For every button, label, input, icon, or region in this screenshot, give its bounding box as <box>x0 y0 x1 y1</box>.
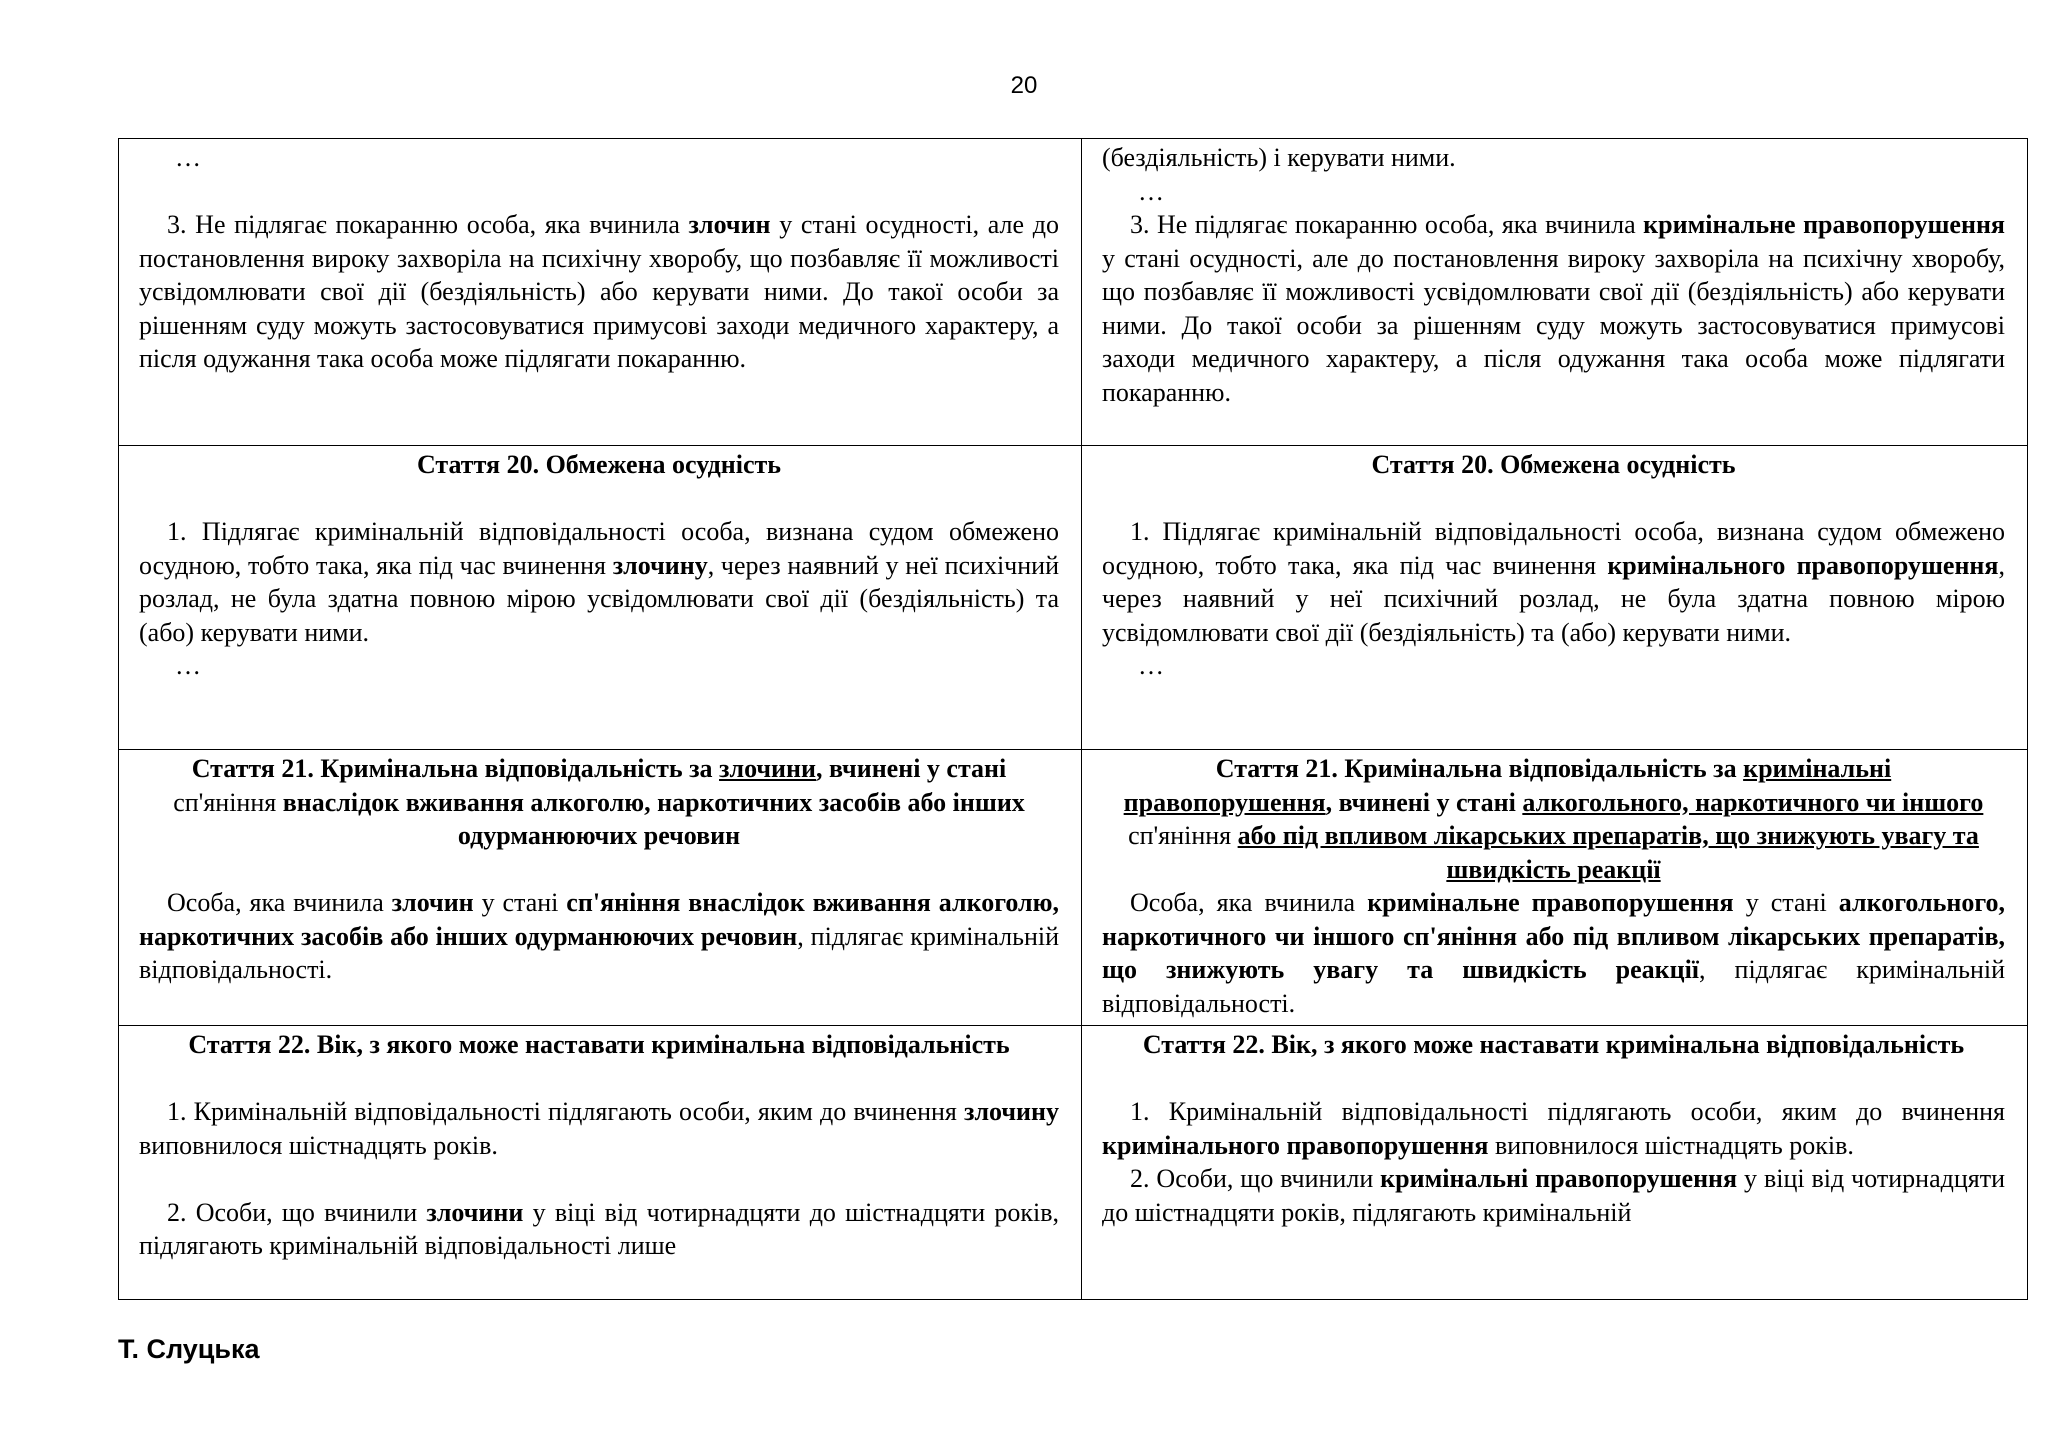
paragraph-1: 1. Кримінальній відповідальності підлягають особи, яким до вчинення кримінального правопорушення виповнилося шістнадцять років. <box>1102 1097 2005 1160</box>
table-row <box>119 750 2028 1026</box>
paragraph-3: 3. Не підлягає покаранню особа, яка вчинила кримінальне правопорушення у стані осудності, але до постановлення вироку захворіла на психічну хворобу, що позбавляє її можливості усвідомлювати свої дії (бездіяльність) або керувати ними. До такої особи за рішенням суду можуть застосовуватися примусові заходи медичного характеру, а після одужання така особа може підлягати покаранню. <box>1102 210 2005 407</box>
article-heading: Стаття 22. Вік, з якого може наставати кримінальна відповідальність <box>1142 1030 1965 1059</box>
paragraph: Особа, яка вчинила злочин у стані сп'яніння внаслідок вживання алкоголю, наркотичних засобів або інших одурманюючих речовин, підлягає кримінальній відповідальності. <box>139 888 1060 984</box>
new-text-cell <box>1082 139 2028 446</box>
article-heading: Стаття 20. Обмежена осудність <box>1371 450 1736 479</box>
ellipsis: … <box>175 651 201 680</box>
page-number: 20 <box>1010 72 1038 99</box>
ellipsis: … <box>175 143 201 172</box>
article-heading: Стаття 22. Вік, з якого може наставати кримінальна відповідальність <box>188 1030 1010 1059</box>
author-signature: Т. Слуцька <box>118 1334 260 1364</box>
paragraph-1: 1. Підлягає кримінальній відповідальності особа, визнана судом обмежено осудною, тобто така, яка під час вчинення злочину, через наявний у неї психічний розлад, не була здатна повною мірою усвідомлювати свої дії (бездіяльність) та (або) керувати ними. <box>139 517 1060 647</box>
comparison-table <box>118 138 2028 1300</box>
article-heading: Стаття 21. Кримінальна відповідальність за злочини, вчинені у стані сп'яніння внаслідок вживання алкоголю, наркотичних засобів або інших одурманюючих речовин <box>173 754 1025 850</box>
paragraph: Особа, яка вчинила кримінальне правопорушення у стані алкогольного, наркотичного чи іншого сп'яніння або під впливом лікарських препаратів, що знижують увагу та швидкість реакції, підлягає кримінальній відповідальності. <box>1102 888 2005 1018</box>
paragraph-2: 2. Особи, що вчинили кримінальні правопорушення у віці від чотирнадцяти до шістнадцяти років, підлягають кримінальній <box>1102 1164 2005 1227</box>
paragraph-1: 1. Підлягає кримінальній відповідальності особа, визнана судом обмежено осудною, тобто така, яка під час вчинення кримінального правопорушення, через наявний у неї психічний розлад, не була здатна повною мірою усвідомлювати свої дії (бездіяльність) та (або) керувати ними. <box>1102 517 2005 647</box>
article-heading: Стаття 21. Кримінальна відповідальність за кримінальні правопорушення, вчинені у стані алкогольного, наркотичного чи іншого сп'яніння або під впливом лікарських препаратів, що знижують увагу та швидкість реакції <box>1123 754 1984 884</box>
paragraph-3: 3. Не підлягає покаранню особа, яка вчинила злочин у стані осудності, але до постановлення вироку захворіла на психічну хворобу, що позбавляє її можливості усвідомлювати свої дії (бездіяльність) або керувати ними. До такої особи за рішенням суду можуть застосовуватися примусові заходи медичного характеру, а після одужання така особа може підлягати покаранню. <box>139 210 1059 373</box>
ellipsis: … <box>1138 176 1164 206</box>
paragraph-1: 1. Кримінальній відповідальності підлягають особи, яким до вчинення злочину виповнилося шістнадцять років. <box>139 1097 1059 1160</box>
old-text-cell <box>119 139 1082 446</box>
article-heading: Стаття 20. Обмежена осудність <box>416 450 782 479</box>
old-text-cell <box>119 446 1082 750</box>
ellipsis: … <box>1138 651 1164 680</box>
new-text-cell <box>1082 750 2028 1026</box>
table-row <box>119 446 2028 750</box>
table-row <box>119 139 2028 446</box>
old-text-cell <box>119 750 1082 1026</box>
new-text-cell <box>1082 446 2028 750</box>
new-text-cell <box>1082 1026 2028 1300</box>
continuation-text: (бездіяльність) і керувати ними. <box>1102 143 1456 172</box>
old-text-cell <box>119 1026 1082 1300</box>
paragraph-2: 2. Особи, що вчинили злочини у віці від чотирнадцяти до шістнадцяти років, підлягають кримінальній відповідальності лише <box>139 1197 1059 1260</box>
table-row <box>119 1026 2028 1300</box>
